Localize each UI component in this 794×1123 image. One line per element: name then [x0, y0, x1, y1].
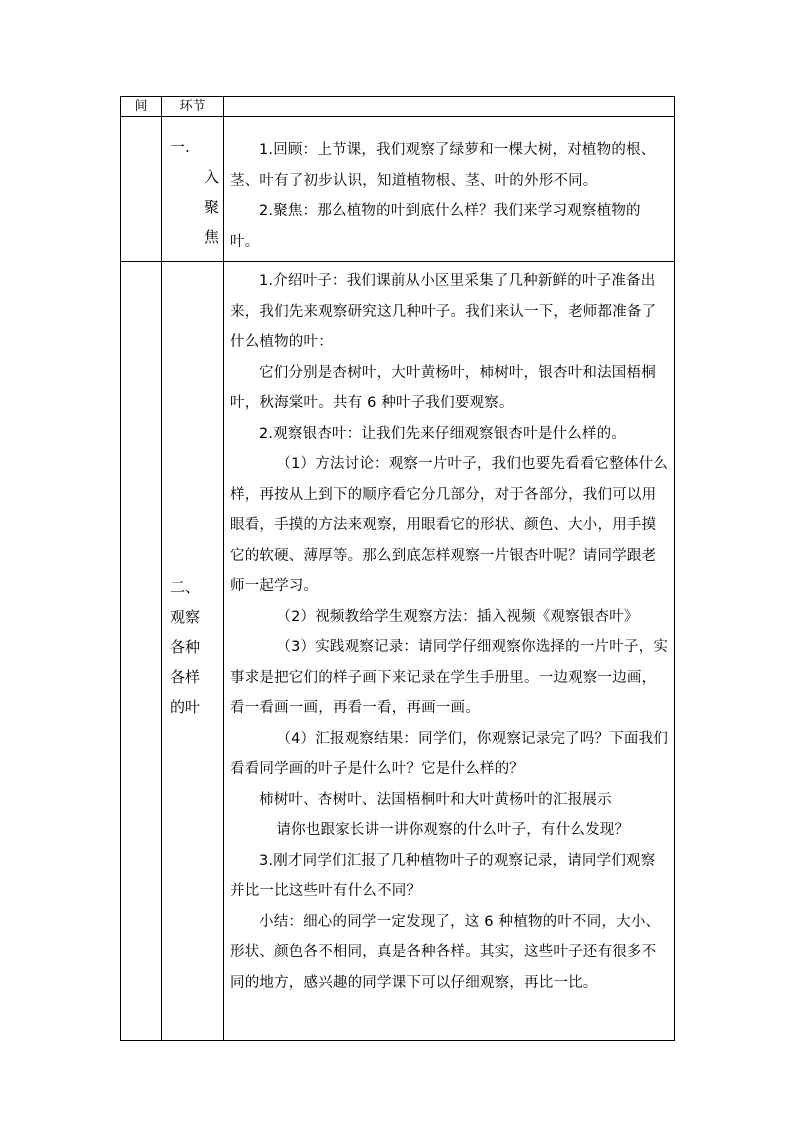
- stage-1-name-line: 入: [203, 168, 219, 186]
- content-paragraph: （1）方法讨论：观察一片叶子，我们也要先看看它整体什么样，再按从上到下的顺序看它分几部分，对于各部分，我们可以用眼看，手摸的方法来观察，用眼看它的形状、颜色、大小，用手摸它的软硬、薄厚等。那么到底怎样观察一片银杏叶呢？请同学跟老师一起学习。: [230, 456, 669, 594]
- content-paragraph: （4）汇报观察结果：同学们，你观察记录完了吗？下面我们看看同学画的叶子是什么叶？它是什么样的？: [230, 730, 669, 777]
- stage-1-name-line: 聚: [203, 198, 219, 216]
- stage-1-name-line: 焦: [203, 228, 219, 246]
- time-cell-2: [121, 262, 162, 1041]
- header-content: [224, 97, 675, 117]
- stage-2-name-line: 观察: [170, 608, 201, 626]
- table-header-row: [121, 97, 675, 117]
- stage-1-name: [162, 117, 224, 262]
- content-paragraph: （2）视频教给学生观察方法：插入视频《观察银杏叶》: [276, 608, 639, 625]
- content-paragraph: 它们分别是杏树叶，大叶黄杨叶，柿树叶，银杏叶和法国梧桐叶，秋海棠叶。共有 6 种叶子我们要观察。: [230, 364, 656, 411]
- stage-2-name-line: 的叶: [170, 698, 201, 716]
- stage-2-name: [162, 262, 224, 1041]
- content-paragraph: 柿树叶、杏树叶、法国梧桐叶和大叶黄杨叶的汇报展示: [259, 791, 612, 808]
- stage-1-content: [224, 117, 675, 262]
- content-paragraph: 2.观察银杏叶：让我们先来仔细观察银杏叶是什么样的。: [259, 425, 627, 442]
- stage-2-name-line: 各样: [170, 668, 201, 686]
- content-paragraph: 3.刚才同学们汇报了几种植物叶子的观察记录，请同学们观察并比一比这些叶有什么不同？: [230, 852, 656, 899]
- table-row-stage-2: [121, 262, 675, 1041]
- content-paragraph: （3）实践观察记录：请同学仔细观察你选择的一片叶子，实事求是把它们的样子画下来记录在学生手册里。一边观察一边画，看一看画一画，再看一看，再画一画。: [230, 639, 669, 716]
- stage-2-content: [224, 262, 675, 1041]
- time-cell-1: [121, 117, 162, 262]
- lesson-plan-table: [120, 96, 675, 1041]
- content-paragraph: 2.聚焦：那么植物的叶到底什么样？我们来学习观察植物的叶。: [230, 203, 641, 250]
- stage-2-name-line: 各种: [170, 638, 201, 656]
- content-paragraph: 1.回顾：上节课，我们观察了绿萝和一棵大树，对植物的根、茎、叶有了初步认识，知道植物根、茎、叶的外形不同。: [230, 142, 656, 189]
- header-time: 间: [121, 97, 162, 117]
- content-paragraph: 1.介绍叶子：我们课前从小区里采集了几种新鲜的叶子准备出来，我们先来观察研究这几种叶子。我们来认一下，老师都准备了什么植物的叶：: [230, 273, 657, 350]
- table-row-stage-1: [121, 117, 675, 262]
- header-stage: 环节: [162, 97, 224, 117]
- stage-2-name-line: 二、: [170, 578, 201, 596]
- content-paragraph: 请你也跟家长讲一讲你观察的什么叶子，有什么发现？: [276, 822, 630, 838]
- content-paragraph: 小结：细心的同学一定发现了，这 6 种植物的叶不同，大小、形状、颜色各不相同，真是各种各样。其实，这些叶子还有很多不同的地方，感兴趣的同学课下可以仔细观察，再比一比。: [230, 913, 661, 991]
- stage-1-name-line: 一.: [170, 138, 190, 156]
